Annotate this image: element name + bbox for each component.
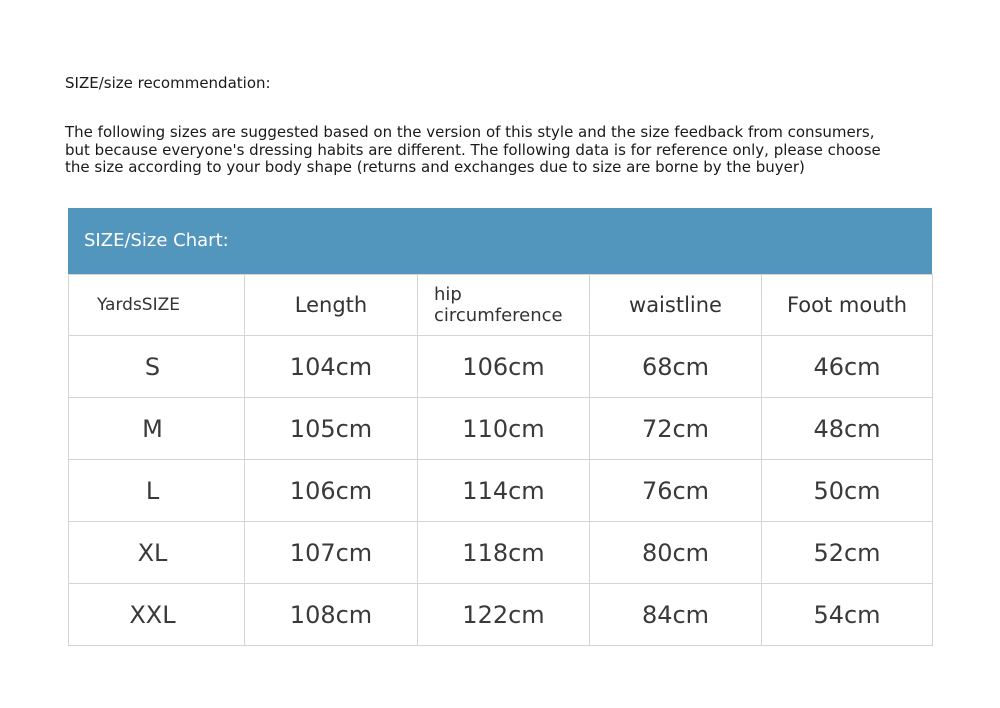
- header-yards-size: YardsSIZE: [69, 275, 245, 336]
- length-cell: 107cm: [245, 522, 418, 584]
- table-row: [69, 398, 933, 460]
- waist-cell: 72cm: [590, 398, 762, 460]
- notice-line: The following sizes are suggested based on the version of this style and the size feedback from consumers,: [65, 123, 875, 141]
- waist-cell: 68cm: [590, 336, 762, 398]
- length-cell: 104cm: [245, 336, 418, 398]
- size-cell: XXL: [69, 584, 245, 646]
- size-chart-banner: SIZE/Size Chart:: [68, 208, 932, 274]
- foot-mouth-cell: 54cm: [762, 584, 933, 646]
- size-chart: [68, 208, 932, 647]
- waist-cell: 84cm: [590, 584, 762, 646]
- hip-cell: 110cm: [418, 398, 590, 460]
- length-cell: 108cm: [245, 584, 418, 646]
- table-row: [69, 584, 933, 646]
- foot-mouth-cell: 46cm: [762, 336, 933, 398]
- header-foot-mouth: Foot mouth: [762, 275, 933, 336]
- table-row: [69, 336, 933, 398]
- foot-mouth-cell: 48cm: [762, 398, 933, 460]
- size-cell: M: [69, 398, 245, 460]
- hip-cell: 114cm: [418, 460, 590, 522]
- header-length: Length: [245, 275, 418, 336]
- table-header-row: [69, 275, 933, 336]
- table-row: [69, 522, 933, 584]
- hip-cell: 118cm: [418, 522, 590, 584]
- foot-mouth-cell: 50cm: [762, 460, 933, 522]
- size-cell: S: [69, 336, 245, 398]
- hip-cell: 106cm: [418, 336, 590, 398]
- length-cell: 105cm: [245, 398, 418, 460]
- length-cell: 106cm: [245, 460, 418, 522]
- header-waistline: waistline: [590, 275, 762, 336]
- size-cell: XL: [69, 522, 245, 584]
- hip-cell: 122cm: [418, 584, 590, 646]
- header-hip-circumference: [418, 275, 590, 336]
- foot-mouth-cell: 52cm: [762, 522, 933, 584]
- notice-line: the size according to your body shape (returns and exchanges due to size are borne by the buyer): [65, 158, 805, 176]
- table-row: [69, 460, 933, 522]
- header-hip-line-1: hip: [434, 284, 462, 305]
- header-hip-line-2: circumference: [434, 305, 563, 326]
- notice-line: but because everyone's dressing habits are different. The following data is for reference only, please choose: [65, 140, 881, 159]
- size-table: [68, 274, 933, 646]
- waist-cell: 76cm: [590, 460, 762, 522]
- size-cell: L: [69, 460, 245, 522]
- waist-cell: 80cm: [590, 522, 762, 584]
- size-notice-paragraph: [65, 124, 945, 177]
- size-recommendation-heading: SIZE/size recommendation:: [65, 74, 271, 92]
